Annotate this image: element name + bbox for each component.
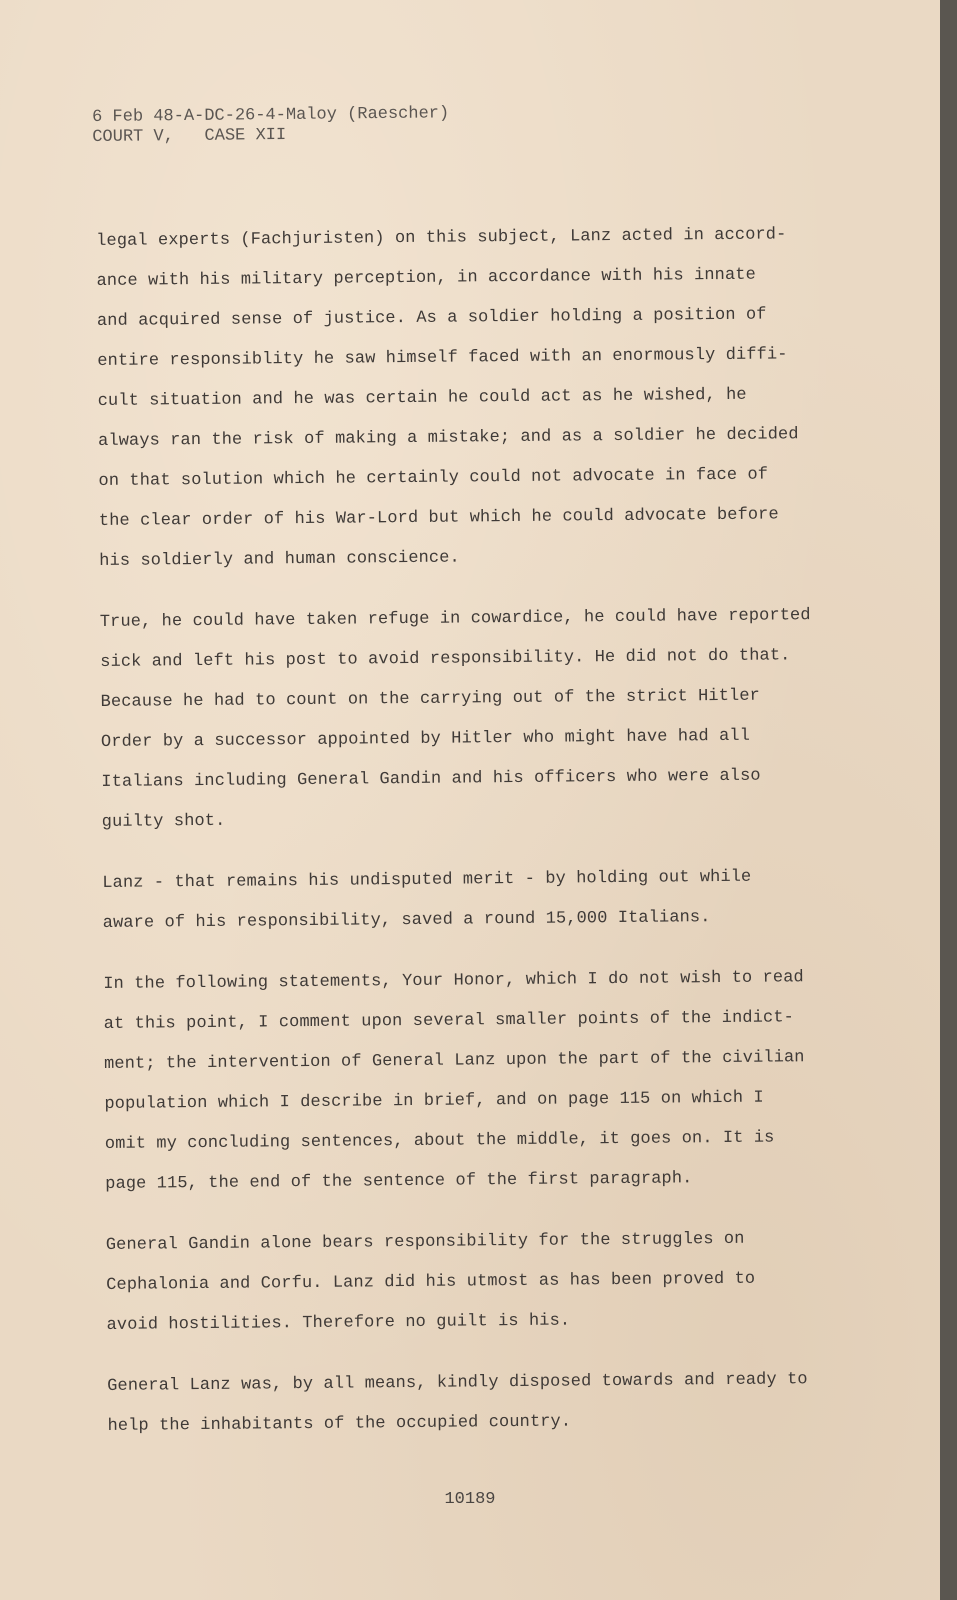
text-line: always ran the risk of making a mistake; and as a soldier he decided <box>98 425 799 451</box>
text-line: General Gandin alone bears responsibility for the struggles on <box>105 1229 745 1255</box>
text-line: the clear order of his War-Lord but which he could advocate before <box>98 505 779 531</box>
text-line: entire responsiblity he saw himself faced with an enormously diffi- <box>97 345 788 371</box>
text-line: sick and left his post to avoid responsibility. He did not do that. <box>100 646 791 672</box>
text-line: cult situation and he was certain he could act as he wished, he <box>97 385 747 411</box>
text-line: Lanz - that remains his undisputed merit - by holding out while <box>102 867 752 893</box>
document-body <box>96 215 848 1468</box>
text-line: legal experts (Fachjuristen) on this subject, Lanz acted in accord- <box>96 225 787 251</box>
header-court-line: COURT V, CASE XII <box>92 125 287 147</box>
text-line: True, he could have taken refuge in cowardice, he could have reported <box>99 606 811 632</box>
text-line: avoid hostilities. Therefore no guilt is his. <box>106 1311 571 1335</box>
text-line: at this point, I comment upon several smaller points of the indict- <box>103 1008 794 1034</box>
text-line: Cephalonia and Corfu. Lanz did his utmost as has been proved to <box>106 1269 756 1295</box>
text-line: Order by a successor appointed by Hitler who might have had all <box>100 726 751 752</box>
page-number: 10189 <box>444 1490 496 1509</box>
text-line: Because he had to count on the carrying out of the strict Hitler <box>100 686 760 712</box>
text-line: guilty shot. <box>101 811 226 832</box>
text-line: his soldierly and human conscience. <box>99 548 460 571</box>
text-line: population which I describe in brief, and on page 115 on which I <box>104 1088 764 1114</box>
text-line: on that solution which he certainly could not advocate in face of <box>98 465 769 491</box>
document-header <box>92 104 449 148</box>
paragraph <box>103 958 845 1205</box>
text-line: Italians including General Gandin and his officers who were also <box>101 766 761 792</box>
text-line: aware of his responsibility, saved a round 15,000 Italians. <box>102 908 711 933</box>
text-line: ment; the intervention of General Lanz upon the part of the civilian <box>103 1048 805 1074</box>
paragraph <box>96 215 839 582</box>
header-reference-line: 6 Feb 48-A-DC-26-4-Maloy (Raescher) <box>92 104 450 127</box>
text-line: In the following statements, Your Honor, which I do not wish to read <box>103 968 804 994</box>
text-line: General Lanz was, by all means, kindly disposed towards and ready to <box>107 1370 808 1396</box>
paragraph <box>106 1219 847 1346</box>
text-line: help the inhabitants of the occupied country. <box>107 1412 572 1436</box>
paragraph <box>100 596 842 843</box>
paragraph <box>102 857 843 944</box>
text-line: ance with his military perception, in accordance with his innate <box>96 265 756 291</box>
text-line: omit my concluding sentences, about the middle, it goes on. It is <box>104 1128 775 1154</box>
paragraph <box>107 1360 848 1447</box>
text-line: page 115, the end of the sentence of the first paragraph. <box>105 1169 693 1194</box>
text-line: and acquired sense of justice. As a soldier holding a position of <box>96 305 767 331</box>
